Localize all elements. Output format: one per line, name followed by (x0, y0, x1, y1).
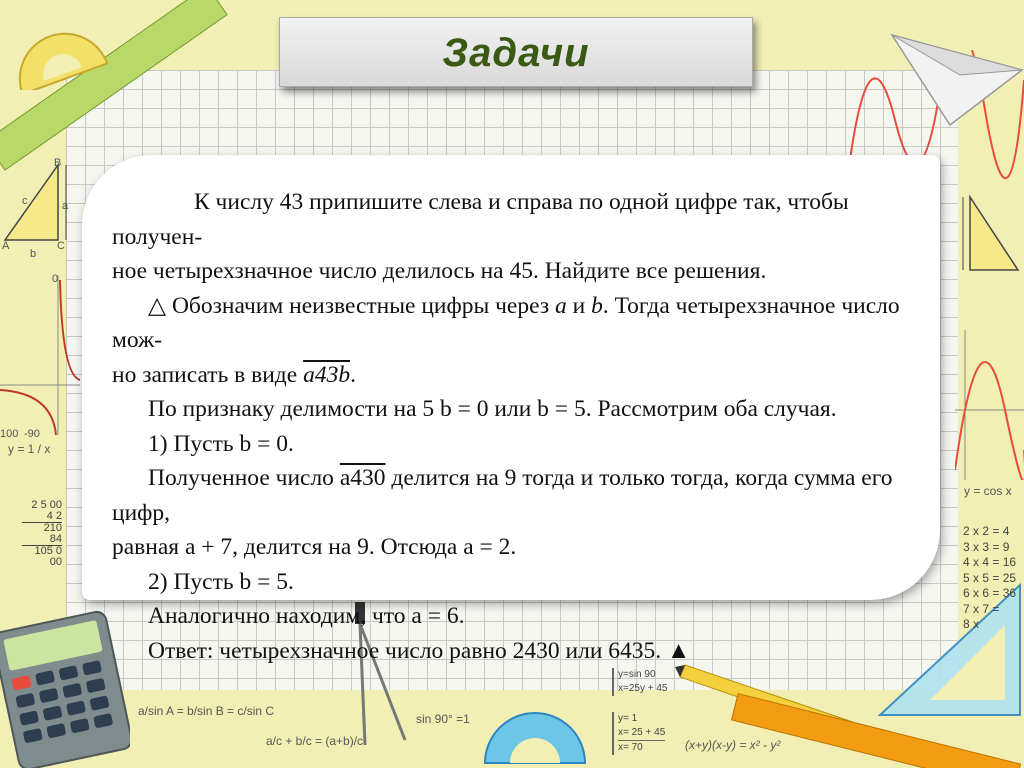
cosine-graph (955, 330, 1024, 480)
system2-line: y= 1 (618, 713, 638, 724)
number-a43b: a43b (303, 361, 351, 388)
title-banner (279, 17, 753, 87)
slide-title: Задачи (442, 31, 590, 75)
system2-line: x= 70 (618, 740, 665, 755)
text-span: . (350, 361, 356, 388)
multiplication-line: 3 x 3 = 9 (963, 539, 1010, 554)
multiplication-line: 8 x (963, 617, 980, 631)
text-span: Полученное число (148, 465, 340, 491)
protractor-decoration (8, 0, 108, 90)
number-a430: a430 (339, 465, 386, 491)
long-mult-line: 105 0 00 (34, 545, 62, 568)
equation-system-2 (612, 712, 665, 755)
long-mult-line: 2 5 00 (31, 499, 62, 511)
triangle-label-a: a (62, 200, 69, 212)
text-span: но записать в виде (112, 361, 304, 388)
multiplication-line: 6 x 6 = 36 (963, 586, 1017, 600)
problem-line-2: ное четырехзначное число делилось на 45. Найдите все решения. (112, 258, 767, 284)
formula-fraction-sum: a/c + b/c = (a+b)/c (266, 734, 364, 748)
variable-b: b (591, 292, 603, 319)
text-span: . Тогда четырехзначное число мож- (112, 292, 900, 353)
multiplication-line: 4 x 4 = 16 (963, 555, 1017, 569)
triangle-label-C: C (57, 240, 65, 252)
formula-sin90: sin 90° =1 (416, 712, 470, 726)
triangle-label-A: A (2, 240, 10, 252)
system2-line: x= 25 + 45 (618, 727, 666, 738)
triangle-label-c: c (22, 195, 28, 207)
formula-y-cos-x: y = cos x (964, 484, 1012, 498)
system1-line: y=sin 90 (618, 669, 656, 680)
multiplication-table (963, 524, 1016, 633)
paper-plane-icon (890, 15, 1024, 130)
solution-line-3 (112, 289, 917, 358)
problem-text (112, 185, 917, 668)
text-span: и (566, 292, 592, 319)
triangle-label-B: B (54, 157, 62, 169)
multiplication-line: 5 x 5 = 25 (963, 570, 1017, 585)
solution-line-7 (112, 461, 917, 530)
answer-line: Ответ: четырехзначное число равно 2430 или 6435. ▲ (148, 637, 691, 664)
triangle-diagram-right (958, 185, 1024, 285)
axis-label-0: 0 (52, 273, 59, 285)
variable-a: a (555, 292, 567, 319)
long-mult-line: 84 (22, 534, 62, 546)
solution-line-4 (112, 358, 917, 393)
solution-line-8: равная a + 7, делится на 9. Отсюда a = 2. (112, 534, 517, 560)
axis-label-100: 100 (0, 428, 19, 440)
axis-label-neg90: -90 (24, 428, 40, 440)
formula-sine-law: a/sin A = b/sin B = c/sin C (138, 704, 275, 718)
triangle-label-b: b (30, 248, 37, 260)
long-mult-line: 210 (43, 522, 62, 534)
text-span: делится на 9 тогда и только тогда, когда сумма его цифр, (112, 465, 893, 526)
multiplication-line: 2 x 2 = 4 (963, 524, 1010, 538)
equation-system-1 (612, 668, 667, 696)
system1-line: x=25y + 45 (618, 683, 668, 694)
solution-line-9: 2) Пусть b = 5. (148, 568, 294, 595)
text-span: △ Обозначим неизвестные цифры через (148, 292, 555, 319)
formula-difference-squares: (x+y)(x-y) = x² - y² (685, 738, 781, 752)
solution-line-10: Аналогично находим, что a = 6. (148, 603, 465, 629)
hyperbola-graph (0, 275, 80, 440)
problem-line-1: К числу 43 припишите слева и справа по одной цифре так, чтобы получен- (112, 189, 849, 250)
formula-y-1-over-x: y = 1 / x (8, 442, 51, 456)
solution-line-6: 1) Пусть b = 0. (148, 430, 294, 457)
protractor-bottom-decoration (480, 668, 590, 768)
multiplication-line: 7 x 7 = (963, 601, 1000, 616)
long-mult-line: 4 2 (22, 511, 62, 523)
long-multiplication (22, 500, 62, 568)
solution-line-5: По признаку делимости на 5 b = 0 или b = 5. Рассмотрим оба случая. (148, 396, 837, 422)
calculator-icon (0, 600, 130, 768)
